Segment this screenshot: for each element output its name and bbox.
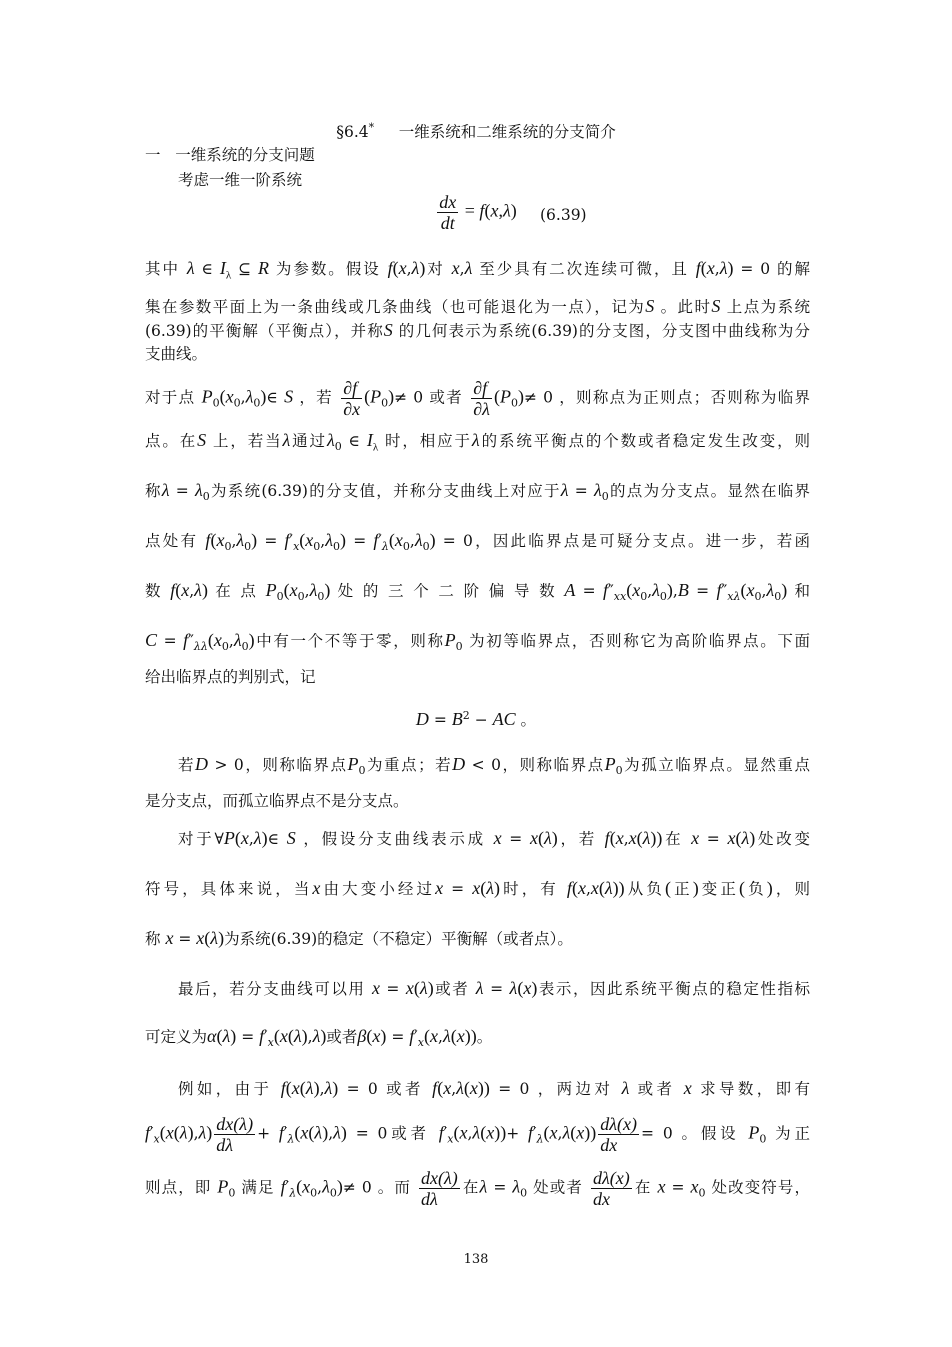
para-line-20: 例如，由于 f(x(λ),λ) = 0 或者 f(x,λ(x)) = 0 ，两边对 λ 或者 x 求导数，即有 [178, 1078, 811, 1098]
para-line-8: 点处有 $f(x_0,\lambda_0) = f'_x(x_0,\lambda_0) = f'_\lambda(x_0,\lambda_0) = 0$，因此临界点是可疑分支点。进一步，若函 [145, 530, 811, 554]
para-line-2: 集在参数平面上为一条曲线或几条曲线（也可能退化为一点），记为S 。此时S 上点为系统 [145, 296, 810, 316]
page-number: 138 [463, 1252, 489, 1267]
para-line-7: 称$\lambda = \lambda_0$为系统(6.39)的分支值，并称分支曲线上对应于$\lambda = \lambda_0$的点为分支点。显然在临界 [145, 480, 811, 504]
para-line-14: 是分支点，而孤立临界点不是分支点。 [145, 792, 409, 810]
para-line-9: 数 f(x,λ) 在 点 $P_0(x_0,\lambda_0)$ 处 的 三 个 二 阶 偏 导 数 $A = f''_{xx}(x_0,\lambda_0),B = f''_{x\lambda}(x_0,\lambda_0)$ 和 [145, 580, 811, 604]
para-line-17: 称 x = x(λ)为系统(6.39)的稳定（不稳定）平衡解（或者点）。 [145, 928, 573, 948]
para-line-18: 最后，若分支曲线可以用 x = x(λ)或者 λ = λ(x)表示，因此系统平衡点的稳定性指标 [178, 978, 811, 998]
para-line-15: 对于∀P(x,λ)∈ S ，假设分支曲线表示成 x = x(λ)，若 f(x,x(λ))在 x = x(λ)处改变 [178, 828, 810, 848]
para-line-13: 若D > 0，则称临界点$P_0$为重点；若D < 0，则称临界点$P_0$为孤立临界点。显然重点 [178, 754, 810, 778]
para-line-11: 给出临界点的判别式，记 [145, 668, 316, 686]
para-line-6: 点。在S 上，若当λ通过$\lambda_0$ ∈ $I_\lambda$ 时，相应于λ的系统平衡点的个数或者稳定发生改变，则 [145, 430, 810, 454]
para-line-21: $f'_x(x(\lambda),\lambda)$ $\frac{dx(\lambda)}{d\lambda}$ + $f'_\lambda(x(\lambda),\lambda) = 0$或者 $f'_x(x,\lambda(x))+ f'_\lambda(x,\lambda(x))$ $\frac{d\lambda(x)}{dx}$ = 0 。假设 $P_0$ 为正 [145, 1114, 810, 1155]
equation-6-39: $\frac{dx}{dt}$ = f(x,λ) [439, 192, 517, 233]
para-line-5: 对于点 $P_0(x_0,\lambda_0)\in$ S ，若 $\frac{\partial f}{\partial x}$ $(P_0)\ne 0$ 或者 $\frac{\partial f}{\partial\lambda}$ $(P_0)\ne 0$ ，则称点为正则点；否则称为临界 [145, 378, 810, 419]
para-line-22: 则点，即 $P_0$ 满足 $f'_\lambda(x_0,\lambda_0)\ne 0$ 。而 $\frac{dx(\lambda)}{d\lambda}$ 在$\lambda = \lambda_0$ 处或者 $\frac{d\lambda(x)}{dx}$ 在 $x = x_0$ 处改变符号， [145, 1168, 810, 1209]
para-line-10: $C = f''_{\lambda\lambda}(x_0,\lambda_0)$中有一个不等于零，则称$P_0$ 为初等临界点，否则称它为高阶临界点。下面 [145, 630, 810, 654]
equation-number: (6.39) [540, 206, 587, 224]
discriminant-equation: $D = B^2$ − AC 。 [415, 709, 537, 730]
para-line-19: 可定义为$\alpha(\lambda) = f'_x(x(\lambda),\lambda)$或者$\beta(x) = f'_x(x,\lambda(x))$。 [145, 1026, 493, 1050]
para-line-3: (6.39)的平衡解（平衡点），并称S 的几何表示为系统(6.39)的分支图，分支图中曲线称为分 [145, 320, 810, 340]
para-line-16: 符号，具体来说，当x由大变小经过x = x(λ)时，有 f(x,x(λ))从负(正)变正(负)，则 [145, 878, 810, 898]
subsection-heading: 一 一维系统的分支问题 [145, 146, 315, 164]
section-title: §6.4* 一维系统和二维系统的分支简介 [336, 120, 616, 141]
para-line-4: 支曲线。 [145, 345, 208, 363]
intro-line: 考虑一维一阶系统 [178, 171, 303, 189]
para-line-1: 其中 λ ∈ $I_\lambda$ ⊆ R 为参数。假设 f(x,λ)对 x,λ 至少具有二次连续可微，且 f(x,λ) = 0 的解 [145, 258, 811, 282]
